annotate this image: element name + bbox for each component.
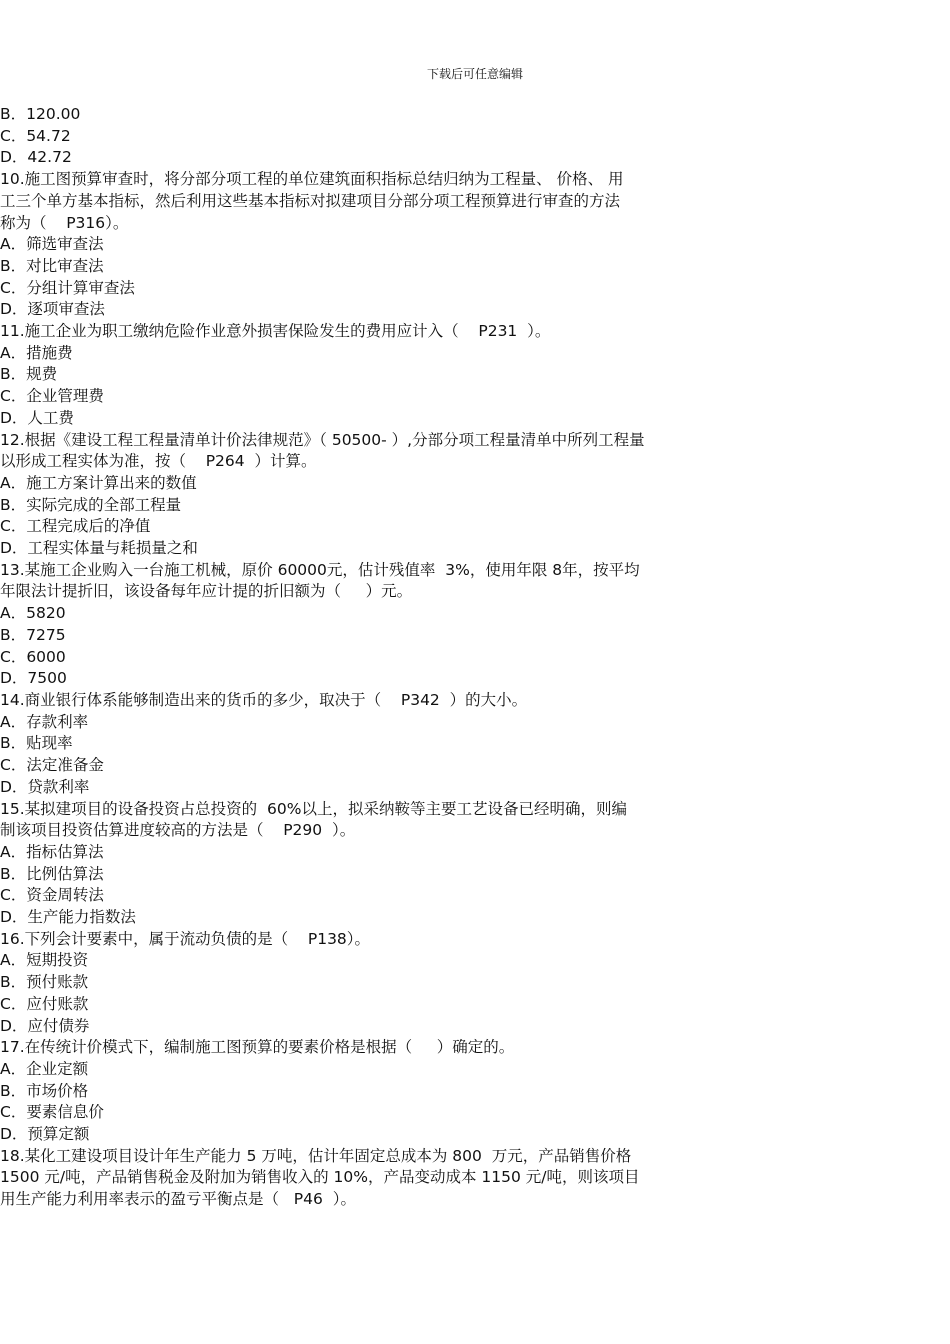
text-line: D．42.72 bbox=[0, 148, 72, 167]
text-line: B．贴现率 bbox=[0, 734, 73, 753]
text-line: B．比例估算法 bbox=[0, 864, 104, 883]
text-line: 14.商业银行体系能够制造出来的货币的多少，取决于（ P342 ）的大小。 bbox=[0, 690, 528, 709]
text-line: 年限法计提折旧，该设备每年应计提的折旧额为（ ）元。 bbox=[0, 582, 413, 601]
text-line: 工三个单方基本指标，然后利用这些基本指标对拟建项目分部分项工程预算进行审查的方法 bbox=[0, 191, 621, 210]
text-line: C．6000 bbox=[0, 647, 66, 666]
text-line: C．资金周转法 bbox=[0, 886, 104, 905]
text-line: D．逐项审查法 bbox=[0, 300, 105, 319]
text-line: 13.某施工企业购入一台施工机械，原价 60000元，估计残值率 3%，使用年限 8年，按平均 bbox=[0, 560, 640, 579]
text-line: B．实际完成的全部工程量 bbox=[0, 495, 182, 514]
text-line: C．法定准备金 bbox=[0, 756, 104, 775]
text-line: D．应付债券 bbox=[0, 1016, 90, 1035]
text-line: B．预付账款 bbox=[0, 973, 89, 992]
text-line: C．企业管理费 bbox=[0, 387, 104, 406]
text-line: 10.施工图预算审查时，将分部分项工程的单位建筑面积指标总结归纳为工程量、 价格、 用 bbox=[0, 170, 624, 189]
text-line: D．贷款利率 bbox=[0, 777, 90, 796]
text-line: B．对比审查法 bbox=[0, 256, 104, 275]
text-line: B．7275 bbox=[0, 625, 66, 644]
text-line: A．短期投资 bbox=[0, 951, 89, 970]
text-line: B．120.00 bbox=[0, 105, 81, 123]
document-body bbox=[0, 104, 720, 1211]
text-line: 17.在传统计价模式下，编制施工图预算的要素价格是根据（ ）确定的。 bbox=[0, 1038, 515, 1057]
text-line: A．5820 bbox=[0, 604, 66, 623]
text-line: A．筛选审查法 bbox=[0, 235, 104, 254]
text-line: A．措施费 bbox=[0, 343, 73, 362]
text-line: 称为（ P316）。 bbox=[0, 213, 129, 232]
text-line: 以形成工程实体为准，按（ P264 ）计算。 bbox=[0, 452, 317, 471]
text-line: B．市场价格 bbox=[0, 1081, 89, 1100]
text-line: A．施工方案计算出来的数值 bbox=[0, 473, 197, 492]
text-line: 18.某化工建设项目设计年生产能力 5 万吨，估计年固定总成本为 800 万元，产品销售价格 bbox=[0, 1146, 632, 1165]
text-line: 制该项目投资估算进度较高的方法是（ P290 ）。 bbox=[0, 821, 356, 840]
text-line: D．预算定额 bbox=[0, 1125, 90, 1144]
text-line: C．应付账款 bbox=[0, 994, 89, 1013]
text-line: 12.根据《建设工程工程量清单计价法律规范》（ 50500- ）,分部分项工程量清单中所列工程量 bbox=[0, 430, 645, 449]
text-line: D．7500 bbox=[0, 669, 67, 688]
text-line: C．工程完成后的净值 bbox=[0, 517, 151, 536]
text-line: B．规费 bbox=[0, 365, 58, 384]
text-line: 16.下列会计要素中，属于流动负债的是（ P138）。 bbox=[0, 929, 371, 948]
text-line: 1500 元/吨，产品销售税金及附加为销售收入的 10%，产品变动成本 1150 元/吨，则该项目 bbox=[0, 1168, 640, 1187]
text-line: 15.某拟建项目的设备投资占总投资的 60%以上，拟采纳鞍等主要工艺设备已经明确，则编 bbox=[0, 799, 627, 818]
text-line: C．54.72 bbox=[0, 126, 71, 145]
text-line: 用生产能力利用率表示的盈亏平衡点是（ P46 ）。 bbox=[0, 1190, 356, 1209]
page-header bbox=[0, 66, 950, 82]
text-line: 11.施工企业为职工缴纳危险作业意外损害保险发生的费用应计入（ P231 ）。 bbox=[0, 322, 551, 341]
header-note: 下载后可任意编辑 bbox=[426, 67, 523, 81]
text-line: D．生产能力指数法 bbox=[0, 908, 136, 927]
text-line: A．存款利率 bbox=[0, 712, 89, 731]
text-line: A．企业定额 bbox=[0, 1059, 89, 1078]
text-line: D．人工费 bbox=[0, 408, 74, 427]
text-line: D．工程实体量与耗损量之和 bbox=[0, 539, 198, 558]
text-line: C．要素信息价 bbox=[0, 1103, 104, 1122]
text-line: C．分组计算审查法 bbox=[0, 278, 135, 297]
text-line: A．指标估算法 bbox=[0, 842, 104, 861]
